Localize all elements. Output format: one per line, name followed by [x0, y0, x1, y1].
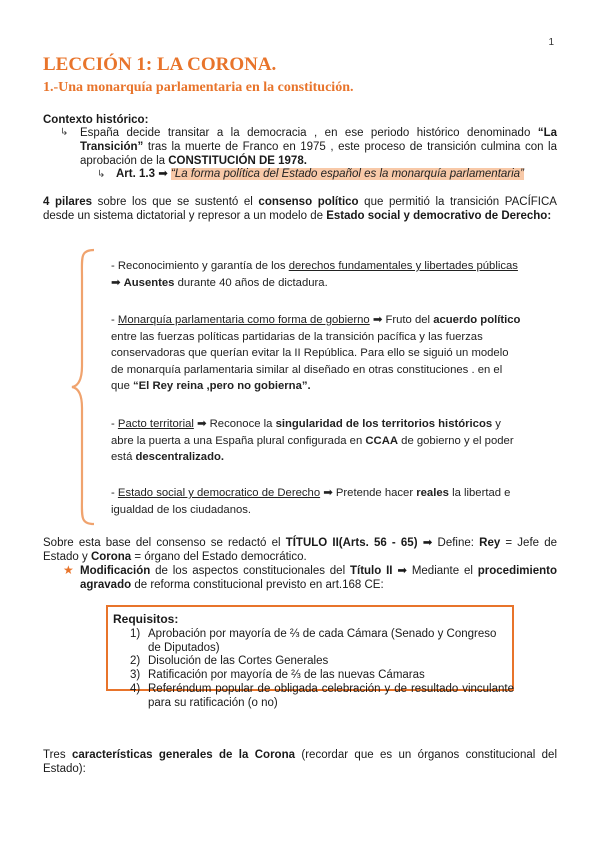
requirement-number: 1) — [130, 628, 141, 640]
context-paragraph: España decide transitar a la democracia , en ese periodo histórico denominado “La Transición” tras la muerte de Franco en 1975 , este proceso de transición culmina con la aprobación de la CONSTITUCIÓN DE 1978. — [80, 127, 557, 167]
arrow-icon: ➡ — [158, 168, 168, 180]
arrow-icon: ➡ — [422, 537, 433, 549]
page-title: LECCIÓN 1: LA CORONA. — [43, 54, 277, 75]
page-number: 1 — [548, 37, 554, 48]
pillar-item: - Pacto territorial ➡ Reconoce la singularidad de los territorios históricos y abre la puerta a una España plural configurada en CCAA de gobierno y el poder está descentralizado. — [111, 418, 514, 463]
requirement-number: 4) — [130, 683, 141, 695]
arrow-icon: ➡ — [323, 487, 333, 499]
article-quote: Art. 1.3 ➡ “La forma política del Estado español es la monarquía parlamentaria” — [116, 168, 524, 180]
requirement-item: Ratificación por mayoría de ⅔ de las nuevas Cámaras — [148, 669, 425, 681]
sub-arrow-icon: ↳ — [60, 127, 69, 138]
requirement-item: Referéndum popular de obligada celebración y de resultado vinculante para su ratificación (o no) — [148, 683, 514, 709]
titulo-paragraph: Sobre esta base del consenso se redactó el TÍTULO II(Arts. 56 - 65) ➡ Define: Rey = Jefe de Estado y Corona = órgano del Estado democrático. — [43, 537, 557, 563]
arrow-icon: ➡ — [372, 314, 383, 326]
section-heading: 1.-Una monarquía parlamentaria en la constitución. — [43, 80, 354, 95]
characteristics-paragraph: Tres características generales de la Corona (recordar que es un órganos constitucional del Estado): — [43, 749, 558, 775]
requirement-item: Aprobación por mayoría de ⅔ de cada Cámara (Senado y Congreso de Diputados) — [148, 628, 497, 654]
context-heading: Contexto histórico: — [43, 114, 149, 126]
requirement-number: 2) — [130, 655, 141, 667]
arrow-icon: ➡ — [197, 418, 207, 430]
requirement-item: Disolución de las Cortes Generales — [148, 655, 329, 667]
pillar-item: - Estado social y democratico de Derecho ➡ Pretende hacer reales la libertad e igualdad de los ciudadanos. — [111, 487, 511, 516]
requirements-title: Requisitos: — [113, 612, 179, 626]
arrow-icon: ➡ — [397, 565, 407, 577]
sub-arrow-icon: ↳ — [97, 169, 106, 180]
pillars-intro: 4 pilares sobre los que se sustentó el consenso político que permitió la transición PACÍFICA desde un sistema dictatorial y represor a un modelo de Estado social y democrativo de Derecho: — [43, 196, 557, 222]
star-icon: ★ — [63, 563, 74, 577]
pillar-item: - Monarquía parlamentaria como forma de gobierno ➡ Fruto del acuerdo político entre las fuerzas políticas partidarias de la transición pacífica y las fuerzas conservadoras que querían evitar la II República. Para ello se siguió un modelo de monarquía parlamentaria similar al diseñado en otras constituciones . en el que “El Rey reina ,pero no gobierna”. — [111, 314, 521, 392]
requirement-number: 3) — [130, 669, 141, 681]
curly-brace-icon — [70, 248, 96, 526]
arrow-icon: ➡ — [111, 276, 121, 289]
pillar-item: - Reconocimiento y garantía de los derechos fundamentales y libertades públicas ➡ Ausentes durante 40 años de dictadura. — [111, 260, 518, 289]
modification-paragraph: Modificación de los aspectos constitucionales del Título II ➡ Mediante el procedimiento agravado de reforma constitucional previsto en art.168 CE: — [80, 565, 557, 591]
